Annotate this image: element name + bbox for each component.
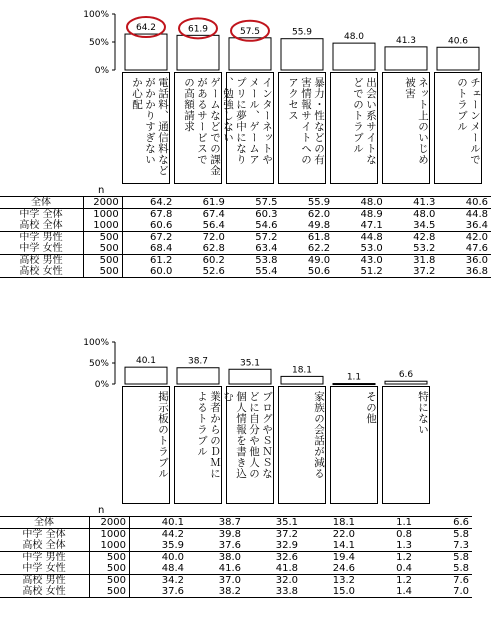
n-header-top: n (98, 185, 105, 196)
value-cell: 53.2 (413, 243, 436, 254)
value-cell: 7.6 (415, 575, 472, 587)
bar (281, 39, 323, 70)
table-row (0, 586, 472, 598)
bar-value-label: 18.1 (291, 365, 313, 376)
value-cell: 38.2 (187, 586, 244, 598)
value-cell: 15.0 (301, 586, 358, 598)
value-cell: 61.2 (122, 255, 175, 267)
value-cell: 37.2 (244, 529, 301, 541)
value-cell: 61.8 (281, 232, 334, 244)
value-cell: 51.2 (333, 266, 386, 278)
bar-value-label: 6.6 (398, 370, 414, 381)
value-cell: 0.4 (396, 563, 412, 574)
value-cell: 53.0 (360, 243, 383, 254)
category-label: 電話料、通信料など がかかりすぎない か心配 (131, 77, 169, 176)
value-cell: 61.9 (175, 197, 228, 209)
bar (385, 47, 427, 70)
bar-chart-bottom (0, 330, 491, 390)
n-cell: 500 (83, 232, 122, 244)
bar (333, 43, 375, 70)
category-label-box (122, 72, 170, 184)
category-label-box (174, 72, 222, 184)
value-cell: 5.8 (415, 552, 472, 564)
table-row (0, 575, 472, 587)
n-cell: 500 (83, 243, 122, 255)
bar-chart-top (0, 0, 491, 75)
value-cell: 42.0 (438, 232, 491, 244)
n-cell: 1000 (83, 220, 122, 232)
value-cell: 48.0 (333, 197, 386, 209)
y-tick-label: 50% (88, 38, 109, 48)
value-cell: 37.6 (218, 540, 241, 551)
value-cell: 48.4 (161, 563, 184, 574)
bar-value-label: 41.3 (395, 35, 417, 46)
value-cell: 43.0 (333, 255, 386, 267)
value-cell: 42.8 (386, 232, 439, 244)
value-cell: 1.2 (358, 552, 415, 564)
bar-value-label: 40.1 (135, 356, 157, 367)
value-cell: 13.2 (301, 575, 358, 587)
category-label: ゲームなどでの課金 があるサービスで の高額請求 (183, 77, 221, 176)
segment-cell: 中学 男性 (0, 552, 90, 564)
value-cell: 44.2 (130, 529, 188, 541)
value-cell: 39.8 (187, 529, 244, 541)
value-cell: 47.6 (465, 243, 488, 254)
n-cell: 1000 (90, 540, 130, 552)
value-cell: 63.4 (255, 243, 278, 254)
value-cell: 35.1 (244, 517, 301, 529)
bar (177, 35, 219, 70)
value-cell: 57.2 (228, 232, 281, 244)
value-cell: 41.3 (386, 197, 439, 209)
value-cell: 36.0 (438, 255, 491, 267)
table-row (0, 197, 491, 209)
y-tick-label: 100% (83, 10, 109, 20)
category-label: 特にない (417, 391, 429, 435)
value-cell: 54.6 (255, 220, 278, 231)
bar-value-label: 55.9 (291, 27, 313, 38)
bar-value-label: 48.0 (343, 32, 365, 43)
category-label-box (278, 72, 326, 184)
segment-cell: 高校 男性 (0, 575, 90, 587)
table-row (0, 552, 472, 564)
bar (281, 376, 323, 384)
segment-cell: 高校 女性 (0, 266, 83, 278)
value-cell: 47.1 (360, 220, 383, 231)
segment-cell: 高校 全体 (0, 220, 83, 232)
table-row (0, 232, 491, 244)
value-cell: 48.9 (333, 209, 386, 221)
chart-panel-top (0, 0, 491, 308)
bar-value-label: 64.2 (135, 23, 157, 34)
value-cell: 52.6 (175, 266, 228, 278)
category-label: 家族の会話が減る (313, 391, 325, 479)
value-cell: 7.0 (415, 586, 472, 598)
value-cell: 19.4 (301, 552, 358, 564)
segment-cell: 中学 全体 (0, 209, 83, 221)
bar (385, 381, 427, 384)
value-cell: 50.6 (281, 266, 334, 278)
category-label-box (222, 72, 274, 184)
value-cell: 1.3 (396, 540, 412, 551)
chart-panel-bottom (0, 330, 491, 620)
category-label-box (222, 386, 274, 504)
table-row (0, 529, 472, 541)
table-row (0, 517, 472, 529)
value-cell: 41.8 (275, 563, 298, 574)
bar (229, 369, 271, 384)
value-cell: 6.6 (415, 517, 472, 529)
segment-cell: 中学 全体 (0, 529, 90, 541)
n-cell: 500 (90, 586, 130, 598)
value-cell: 56.4 (202, 220, 225, 231)
value-cell: 32.9 (275, 540, 298, 551)
category-label-box (434, 72, 482, 184)
segment-cell: 中学 女性 (0, 243, 83, 255)
category-label-box (122, 386, 170, 504)
value-cell: 60.6 (150, 220, 173, 231)
value-cell: 44.8 (333, 232, 386, 244)
value-cell: 64.2 (122, 197, 175, 209)
bar (333, 384, 375, 385)
n-cell: 500 (90, 563, 130, 575)
value-cell: 72.0 (175, 232, 228, 244)
category-label: チェーンメールで のトラブル (456, 77, 481, 165)
bar-value-label: 38.7 (187, 356, 209, 367)
category-label: ネット上のいじめ 被害 (404, 77, 429, 165)
category-label-box (278, 386, 326, 504)
table-row (0, 563, 472, 575)
value-cell: 36.4 (465, 220, 488, 231)
value-cell: 18.1 (301, 517, 358, 529)
value-cell: 5.8 (415, 529, 472, 541)
n-cell: 2000 (83, 197, 122, 209)
bar (125, 367, 167, 384)
category-label-box (330, 72, 378, 184)
segment-cell: 全体 (0, 197, 83, 209)
value-cell: 32.0 (244, 575, 301, 587)
category-label: 業者からのＤＭに よるトラブル (196, 391, 221, 479)
value-cell: 37.6 (130, 586, 188, 598)
table-row (0, 243, 491, 255)
bar-value-label: 57.5 (239, 26, 261, 37)
category-label-box (382, 72, 430, 184)
value-cell: 48.0 (386, 209, 439, 221)
category-label: 暴力・性などの有 害情報サイトへの アクセス (287, 77, 325, 165)
y-tick-label: 50% (88, 359, 109, 369)
bar (229, 38, 271, 70)
value-cell: 5.8 (453, 563, 469, 574)
segment-cell: 全体 (0, 517, 90, 529)
value-cell: 22.0 (301, 529, 358, 541)
value-cell: 41.6 (218, 563, 241, 574)
y-tick-label: 0% (94, 380, 109, 390)
value-cell: 32.6 (244, 552, 301, 564)
bar (177, 368, 219, 384)
category-label-box (382, 386, 430, 504)
value-cell: 57.5 (228, 197, 281, 209)
y-tick-label: 0% (94, 66, 109, 75)
value-cell: 53.8 (228, 255, 281, 267)
segment-cell: 中学 女性 (0, 563, 90, 575)
table-row (0, 209, 491, 221)
value-cell: 62.8 (202, 243, 225, 254)
segment-cell: 高校 男性 (0, 255, 83, 267)
n-cell: 1000 (83, 209, 122, 221)
data-table-bottom (0, 516, 472, 598)
table-row (0, 220, 491, 232)
data-table-top (0, 196, 491, 278)
n-cell: 1000 (90, 529, 130, 541)
n-cell: 2000 (90, 517, 130, 529)
n-cell: 500 (90, 552, 130, 564)
bar-value-label: 61.9 (187, 24, 209, 35)
n-header-bottom: n (98, 505, 105, 516)
n-cell: 500 (83, 266, 122, 278)
value-cell: 49.0 (281, 255, 334, 267)
value-cell: 67.4 (175, 209, 228, 221)
value-cell: 24.6 (332, 563, 355, 574)
value-cell: 7.3 (453, 540, 469, 551)
value-cell: 60.2 (175, 255, 228, 267)
value-cell: 14.1 (332, 540, 355, 551)
value-cell: 31.8 (386, 255, 439, 267)
value-cell: 36.8 (438, 266, 491, 278)
y-tick-label: 100% (83, 338, 109, 348)
table-row (0, 255, 491, 267)
category-label: ブログやＳＮＳな どに自分や他人の 個人情報を書き込 む (222, 391, 273, 479)
value-cell: 1.2 (358, 575, 415, 587)
bar-value-label: 40.6 (447, 36, 469, 47)
value-cell: 35.9 (161, 540, 184, 551)
table-row (0, 540, 472, 552)
n-cell: 500 (83, 255, 122, 267)
segment-cell: 高校 女性 (0, 586, 90, 598)
value-cell: 34.5 (413, 220, 436, 231)
value-cell: 33.8 (244, 586, 301, 598)
value-cell: 68.4 (150, 243, 173, 254)
bar (125, 34, 167, 70)
value-cell: 55.9 (281, 197, 334, 209)
category-label: インターネットや メール、ゲームア プリに夢中になり 、勉強しない (222, 77, 273, 165)
category-label: 出会い系サイトな どでのトラブル (352, 77, 377, 165)
table-row (0, 266, 491, 278)
value-cell: 38.7 (187, 517, 244, 529)
value-cell: 34.2 (130, 575, 188, 587)
value-cell: 67.2 (122, 232, 175, 244)
category-label: 掲示板のトラブル (157, 391, 169, 479)
segment-cell: 中学 男性 (0, 232, 83, 244)
n-cell: 500 (90, 575, 130, 587)
category-label-box (330, 386, 378, 504)
value-cell: 37.2 (386, 266, 439, 278)
value-cell: 62.2 (307, 243, 331, 254)
value-cell: 40.1 (130, 517, 188, 529)
value-cell: 55.4 (228, 266, 281, 278)
category-label-box (174, 386, 222, 504)
value-cell: 49.8 (307, 220, 331, 231)
value-cell: 62.0 (281, 209, 334, 221)
value-cell: 60.0 (122, 266, 175, 278)
bar-value-label: 35.1 (239, 358, 261, 369)
segment-cell: 高校 全体 (0, 540, 90, 552)
value-cell: 37.0 (187, 575, 244, 587)
value-cell: 40.0 (130, 552, 188, 564)
value-cell: 44.8 (438, 209, 491, 221)
value-cell: 1.4 (358, 586, 415, 598)
value-cell: 0.8 (358, 529, 415, 541)
bar-value-label: 1.1 (346, 372, 362, 383)
value-cell: 40.6 (438, 197, 491, 209)
value-cell: 67.8 (122, 209, 175, 221)
bar (437, 47, 479, 70)
value-cell: 60.3 (228, 209, 281, 221)
category-label: その他 (365, 391, 377, 424)
value-cell: 1.1 (358, 517, 415, 529)
value-cell: 38.0 (187, 552, 244, 564)
